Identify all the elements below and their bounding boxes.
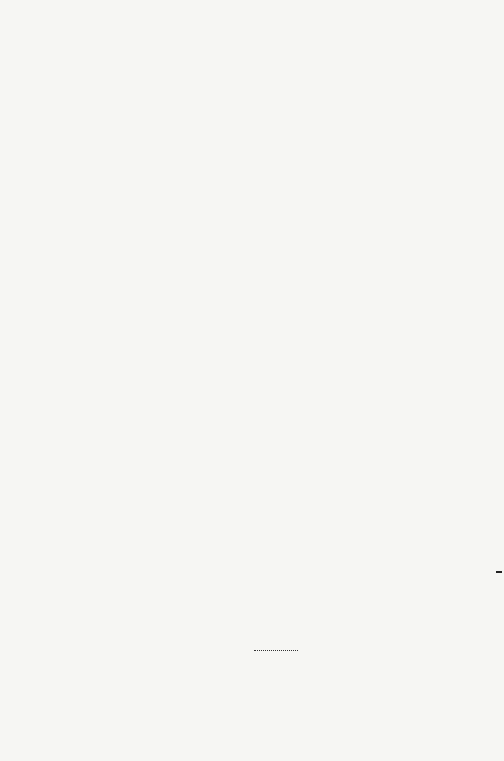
appendix-leader-dots xyxy=(254,650,298,651)
margin-mark xyxy=(496,571,502,573)
